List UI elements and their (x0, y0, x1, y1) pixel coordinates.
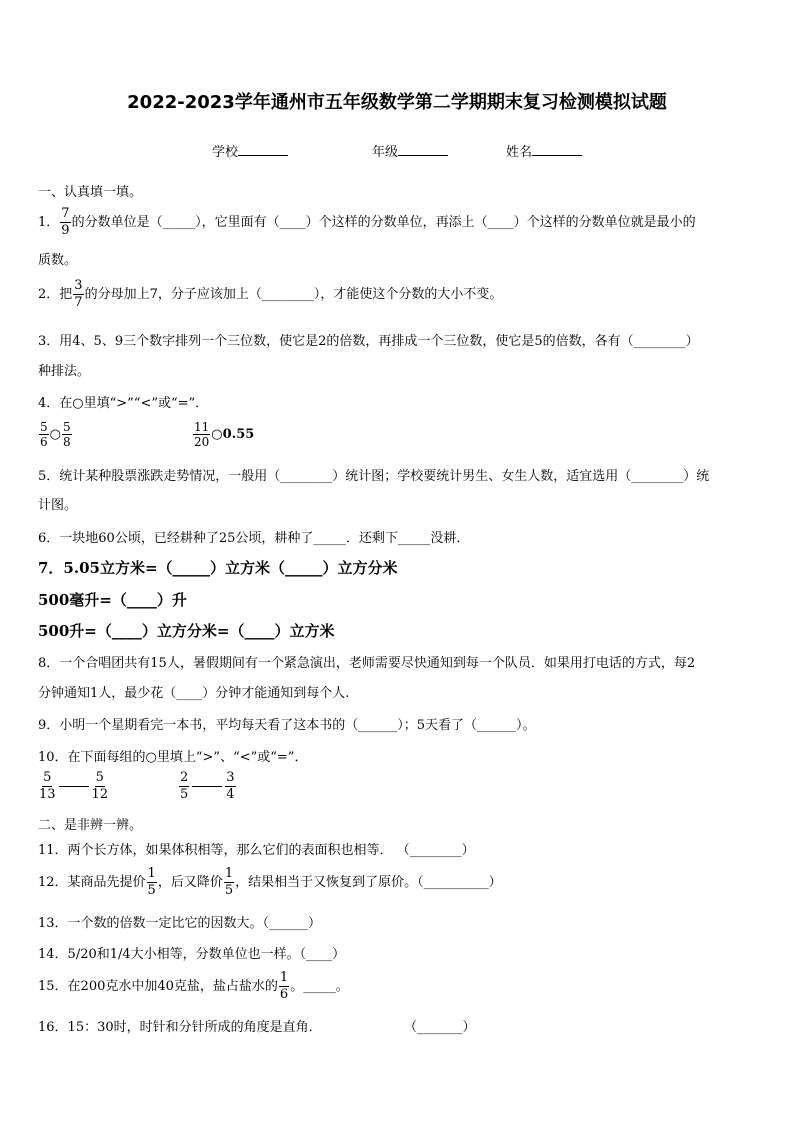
question-9: 9．小明一个星期看完一本书，平均每天看了这本书的（______）；5天看了（______）。 (38, 718, 536, 733)
fraction: $\frac{1}{5}$ (224, 866, 234, 898)
section-2-heading: 二、是非辨一辨。 (38, 818, 143, 833)
fraction: $\frac{5}{6}$ (40, 420, 48, 449)
fraction: $\frac{7}{9}$ (61, 206, 70, 238)
fraction: $\frac{11}{20}$ (194, 420, 210, 449)
question-10a (38, 770, 109, 803)
question-5: 5．统计某种股票涨跌走势情况，一般用（________）统计图；学校要统计男生、女生人数，适宜选用（________）统 (38, 469, 710, 484)
question-7b: 500毫升=（____）升 (38, 591, 187, 609)
question-10: 10．在下面每组的○里填上“>”、“<”或“=”． (38, 750, 308, 765)
fraction: $\frac{3}{4}$ (226, 770, 235, 802)
question-4b: $\frac{11}{20}$ ○0.55 (194, 420, 255, 449)
fraction: $\frac{5}{8}$ (62, 420, 71, 449)
question-16-answer: （_______） (404, 1020, 476, 1035)
question-3-cont: 种排法。 (38, 364, 91, 379)
question-4a: $\frac{5}{6}$ ○ $\frac{5}{8}$ (40, 420, 71, 449)
question-16: 16．15：30时，时针和分针所成的角度是直角． (38, 1020, 322, 1035)
fraction: $\frac{5}{12}$ (91, 770, 109, 802)
question-8: 8．一个合唱团共有15人，暑假期间有一个紧急演出，老师需要尽快通知到每一个队员．如果用打电话的方式，每2 (38, 656, 696, 671)
question-1: 1． $\frac{7}{9}$ 的分数单位是（_____），它里面有（____）个这样的分数单位，再添上（____）个这样的分数单位就是最小的 (38, 206, 696, 238)
question-7a: 7．5.05立方米=（_____）立方米（_____）立方分米 (38, 559, 398, 577)
fraction: $\frac{2}{5}$ (180, 770, 189, 802)
page-title: 2022-2023学年通州市五年级数学第二学期期末复习检测模拟试题 (127, 92, 667, 113)
question-14: 14．5/20和1/4大小相等，分数单位也一样。（____） (38, 947, 346, 962)
question-6: 6．一块地60公顷，已经耕种了25公顷，耕种了_____．还剩下_____没耕． (38, 531, 470, 546)
fraction: $\frac{1}{6}$ (279, 970, 289, 1002)
question-4: 4．在○里填“>”“<”或“=”． (38, 396, 209, 411)
question-10b (178, 770, 237, 803)
name-field: 姓名 (506, 141, 582, 160)
question-7c: 500升=（____）立方分米=（____）立方米 (38, 622, 335, 640)
fraction: $\frac{5}{13}$ (39, 770, 56, 802)
question-15: 15．在200克水中加40克盐，盐占盐水的 $\frac{1}{6}$ 。_____。 (38, 970, 349, 1002)
question-12: 12．某商品先提价 $\frac{1}{5}$ ，后又降价 $\frac{1}{5}$ ，结果相当于又恢复到了原价。（__________） (38, 866, 502, 898)
question-2: 2．把 $\frac{3}{7}$ 的分母加上7，分子应该加上（________），才能使这个分数的大小不变。 (38, 278, 503, 310)
question-3: 3．用4、5、9三个数字排列一个三位数，使它是2的倍数，再排成一个三位数，使它是5的倍数，各有（________） (38, 334, 699, 349)
fraction: $\frac{1}{5}$ (147, 866, 156, 898)
grade-field: 年级 (372, 141, 448, 160)
question-1-cont: 质数。 (38, 253, 78, 268)
school-field: 学校 (212, 141, 288, 160)
section-1-heading: 一、认真填一填。 (38, 185, 143, 200)
question-8-cont: 分钟通知1人，最少花（____）分钟才能通知到每个人. (38, 686, 350, 701)
fraction: $\frac{3}{7}$ (74, 278, 83, 310)
question-11: 11．两个长方体，如果体积相等，那么它们的表面积也相等． （________） (38, 843, 475, 858)
question-5-cont: 计图。 (38, 498, 78, 513)
question-13: 13．一个数的倍数一定比它的因数大。（______） (38, 916, 322, 931)
